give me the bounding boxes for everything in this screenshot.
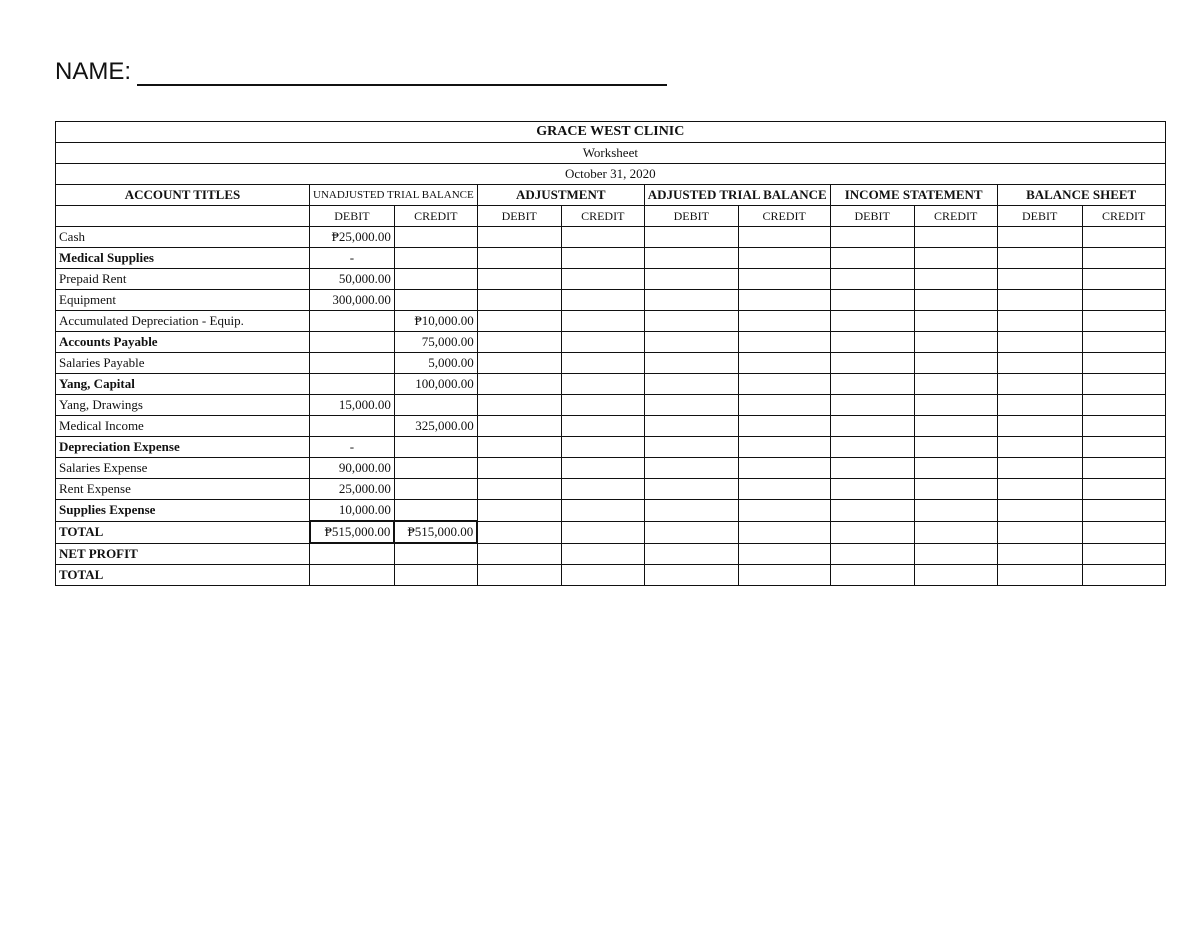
adjustment-credit-cell[interactable] — [561, 395, 644, 416]
company-name: GRACE WEST CLINIC — [56, 122, 1166, 143]
adjusted-debit-cell[interactable] — [644, 311, 738, 332]
balance-credit-cell[interactable] — [1082, 332, 1165, 353]
adjustment-debit-cell[interactable] — [477, 290, 561, 311]
total-row — [56, 521, 1166, 543]
name-label: NAME: — [55, 58, 132, 85]
account-title: TOTAL — [56, 565, 310, 586]
balance-debit-cell[interactable] — [997, 353, 1082, 374]
section-header-row — [56, 185, 1166, 206]
balance-debit-cell[interactable] — [997, 395, 1082, 416]
adjustment-debit-cell[interactable] — [477, 374, 561, 395]
balance-credit-cell[interactable] — [1082, 311, 1165, 332]
table-row — [56, 479, 1166, 500]
adjustment-debit-cell[interactable] — [477, 227, 561, 248]
table-row — [56, 353, 1166, 374]
adjustment-debit-cell[interactable] — [477, 248, 561, 269]
table-row — [56, 290, 1166, 311]
balance-credit-cell[interactable] — [1082, 543, 1165, 565]
balance-credit-cell[interactable] — [1082, 500, 1165, 522]
table-row — [56, 416, 1166, 437]
unadjusted-debit-value: ₱25,000.00 — [310, 227, 395, 248]
income-debit-cell[interactable] — [830, 437, 914, 458]
income-credit-cell[interactable] — [914, 290, 997, 311]
adjustment-heading: ADJUSTMENT — [477, 185, 644, 206]
table-row — [56, 248, 1166, 269]
name-field — [55, 58, 667, 86]
adjusted-trial-balance-heading: ADJUSTED TRIAL BALANCE — [644, 185, 830, 206]
balance-credit-cell[interactable] — [1082, 437, 1165, 458]
income-credit-cell[interactable] — [914, 437, 997, 458]
adjusted-credit-cell[interactable] — [738, 500, 830, 522]
document-date: October 31, 2020 — [56, 164, 1166, 185]
adjusted-credit-cell[interactable] — [738, 458, 830, 479]
balance-debit-cell[interactable] — [997, 500, 1082, 522]
balance-credit-cell[interactable] — [1082, 479, 1165, 500]
adjusted-debit-cell[interactable] — [644, 227, 738, 248]
income-debit-cell[interactable] — [830, 227, 914, 248]
unadjusted-debit-value: ₱515,000.00 — [310, 521, 395, 543]
income-credit-heading: CREDIT — [914, 206, 997, 227]
balance-credit-heading: CREDIT — [1082, 206, 1165, 227]
adjusted-credit-cell[interactable] — [738, 543, 830, 565]
account-title: Supplies Expense — [56, 500, 310, 522]
balance-debit-cell[interactable] — [997, 543, 1082, 565]
adjustment-debit-cell[interactable] — [477, 311, 561, 332]
adjustment-credit-cell[interactable] — [561, 374, 644, 395]
adjustment-credit-cell[interactable] — [561, 543, 644, 565]
adjustment-debit-cell[interactable] — [477, 479, 561, 500]
income-debit-cell[interactable] — [830, 332, 914, 353]
balance-debit-cell[interactable] — [997, 311, 1082, 332]
unadjusted-debit-value — [310, 353, 395, 374]
adjustment-debit-cell[interactable] — [477, 521, 561, 543]
adjusted-credit-cell[interactable] — [738, 227, 830, 248]
adjusted-debit-cell[interactable] — [644, 458, 738, 479]
balance-credit-cell[interactable] — [1082, 374, 1165, 395]
unadjusted-debit-value — [310, 565, 395, 586]
net-profit-row — [56, 543, 1166, 565]
account-title: Equipment — [56, 290, 310, 311]
income-credit-cell[interactable] — [914, 458, 997, 479]
adjustment-credit-cell[interactable] — [561, 437, 644, 458]
account-title: Accounts Payable — [56, 332, 310, 353]
unadjusted-credit-value: ₱515,000.00 — [394, 521, 477, 543]
adjustment-debit-heading: DEBIT — [477, 206, 561, 227]
adjustment-credit-cell[interactable] — [561, 500, 644, 522]
adjusted-credit-cell[interactable] — [738, 353, 830, 374]
table-row — [56, 500, 1166, 522]
balance-credit-cell[interactable] — [1082, 395, 1165, 416]
income-credit-cell[interactable] — [914, 500, 997, 522]
income-credit-cell[interactable] — [914, 416, 997, 437]
unadjusted-debit-value: 25,000.00 — [310, 479, 395, 500]
balance-credit-cell[interactable] — [1082, 269, 1165, 290]
unadjusted-credit-heading: CREDIT — [394, 206, 477, 227]
adjusted-credit-cell[interactable] — [738, 479, 830, 500]
balance-debit-cell[interactable] — [997, 416, 1082, 437]
unadjusted-debit-value: - — [310, 437, 395, 458]
unadjusted-credit-value — [394, 248, 477, 269]
balance-debit-cell[interactable] — [997, 269, 1082, 290]
income-credit-cell[interactable] — [914, 479, 997, 500]
balance-debit-cell[interactable] — [997, 374, 1082, 395]
adjusted-credit-cell[interactable] — [738, 565, 830, 586]
adjustment-credit-cell[interactable] — [561, 290, 644, 311]
adjustment-debit-cell[interactable] — [477, 416, 561, 437]
income-debit-cell[interactable] — [830, 248, 914, 269]
adjustment-credit-cell[interactable] — [561, 227, 644, 248]
adjusted-credit-cell[interactable] — [738, 374, 830, 395]
account-title: NET PROFIT — [56, 543, 310, 565]
adjusted-debit-cell[interactable] — [644, 269, 738, 290]
account-title: Accumulated Depreciation - Equip. — [56, 311, 310, 332]
balance-credit-cell[interactable] — [1082, 458, 1165, 479]
income-credit-cell[interactable] — [914, 332, 997, 353]
income-credit-cell[interactable] — [914, 395, 997, 416]
account-title: Salaries Payable — [56, 353, 310, 374]
adjusted-debit-cell[interactable] — [644, 353, 738, 374]
table-row — [56, 269, 1166, 290]
adjusted-debit-cell[interactable] — [644, 543, 738, 565]
header-date-row — [56, 164, 1166, 185]
unadjusted-debit-value — [310, 543, 395, 565]
adjusted-debit-cell[interactable] — [644, 290, 738, 311]
adjustment-debit-cell[interactable] — [477, 458, 561, 479]
adjusted-debit-cell[interactable] — [644, 374, 738, 395]
unadjusted-debit-value: 10,000.00 — [310, 500, 395, 522]
unadjusted-trial-balance-heading: UNADJUSTED TRIAL BALANCE — [310, 185, 478, 206]
adjusted-debit-cell[interactable] — [644, 332, 738, 353]
table-row — [56, 437, 1166, 458]
unadjusted-debit-value: 300,000.00 — [310, 290, 395, 311]
unadjusted-credit-value — [394, 395, 477, 416]
unadjusted-credit-value — [394, 565, 477, 586]
balance-debit-cell[interactable] — [997, 227, 1082, 248]
header-company-row — [56, 122, 1166, 143]
adjusted-credit-cell[interactable] — [738, 290, 830, 311]
unadjusted-debit-value — [310, 311, 395, 332]
balance-debit-cell[interactable] — [997, 290, 1082, 311]
unadjusted-debit-heading: DEBIT — [310, 206, 395, 227]
balance-debit-cell[interactable] — [997, 248, 1082, 269]
account-titles-heading: ACCOUNT TITLES — [56, 185, 310, 206]
unadjusted-credit-value — [394, 269, 477, 290]
name-blank-line[interactable] — [137, 62, 667, 86]
adjustment-credit-cell[interactable] — [561, 479, 644, 500]
table-row — [56, 458, 1166, 479]
adjustment-debit-cell[interactable] — [477, 543, 561, 565]
adjustment-debit-cell[interactable] — [477, 269, 561, 290]
adjusted-debit-cell[interactable] — [644, 479, 738, 500]
balance-debit-cell[interactable] — [997, 565, 1082, 586]
adjustment-debit-cell[interactable] — [477, 353, 561, 374]
income-credit-cell[interactable] — [914, 248, 997, 269]
income-credit-cell[interactable] — [914, 311, 997, 332]
adjustment-debit-cell[interactable] — [477, 565, 561, 586]
account-title: Medical Income — [56, 416, 310, 437]
balance-debit-heading: DEBIT — [997, 206, 1082, 227]
adjusted-credit-cell[interactable] — [738, 437, 830, 458]
unadjusted-debit-value — [310, 416, 395, 437]
adjusted-credit-cell[interactable] — [738, 521, 830, 543]
unadjusted-credit-value — [394, 458, 477, 479]
income-debit-cell[interactable] — [830, 374, 914, 395]
account-title: Rent Expense — [56, 479, 310, 500]
adjusted-credit-heading: CREDIT — [738, 206, 830, 227]
adjusted-debit-cell[interactable] — [644, 565, 738, 586]
unadjusted-debit-value — [310, 374, 395, 395]
income-credit-cell[interactable] — [914, 521, 997, 543]
table-row — [56, 332, 1166, 353]
unadjusted-debit-value: 90,000.00 — [310, 458, 395, 479]
adjusted-debit-cell[interactable] — [644, 500, 738, 522]
balance-debit-cell[interactable] — [997, 458, 1082, 479]
income-debit-cell[interactable] — [830, 565, 914, 586]
balance-debit-cell[interactable] — [997, 437, 1082, 458]
document-title: Worksheet — [56, 143, 1166, 164]
adjustment-credit-cell[interactable] — [561, 269, 644, 290]
header-title-row — [56, 143, 1166, 164]
adjustment-credit-cell[interactable] — [561, 565, 644, 586]
account-titles-blank — [56, 206, 310, 227]
unadjusted-credit-value — [394, 500, 477, 522]
income-debit-cell[interactable] — [830, 311, 914, 332]
balance-credit-cell[interactable] — [1082, 290, 1165, 311]
income-debit-cell[interactable] — [830, 543, 914, 565]
income-credit-cell[interactable] — [914, 269, 997, 290]
income-credit-cell[interactable] — [914, 565, 997, 586]
adjusted-credit-cell[interactable] — [738, 416, 830, 437]
adjustment-debit-cell[interactable] — [477, 395, 561, 416]
income-debit-cell[interactable] — [830, 353, 914, 374]
table-row — [56, 395, 1166, 416]
final-total-row — [56, 565, 1166, 586]
adjustment-credit-cell[interactable] — [561, 332, 644, 353]
adjustment-credit-cell[interactable] — [561, 458, 644, 479]
income-debit-cell[interactable] — [830, 395, 914, 416]
adjustment-debit-cell[interactable] — [477, 500, 561, 522]
adjusted-debit-heading: DEBIT — [644, 206, 738, 227]
table-row — [56, 374, 1166, 395]
unadjusted-debit-value: 50,000.00 — [310, 269, 395, 290]
unadjusted-credit-value — [394, 290, 477, 311]
account-title: Cash — [56, 227, 310, 248]
table-row — [56, 311, 1166, 332]
balance-debit-cell[interactable] — [997, 479, 1082, 500]
balance-credit-cell[interactable] — [1082, 416, 1165, 437]
unadjusted-credit-value — [394, 479, 477, 500]
income-credit-cell[interactable] — [914, 227, 997, 248]
income-debit-heading: DEBIT — [830, 206, 914, 227]
income-debit-cell[interactable] — [830, 269, 914, 290]
income-debit-cell[interactable] — [830, 479, 914, 500]
income-debit-cell[interactable] — [830, 290, 914, 311]
adjustment-credit-cell[interactable] — [561, 521, 644, 543]
account-title: Yang, Drawings — [56, 395, 310, 416]
adjusted-credit-cell[interactable] — [738, 269, 830, 290]
account-title: Yang, Capital — [56, 374, 310, 395]
adjusted-credit-cell[interactable] — [738, 395, 830, 416]
unadjusted-credit-value: 5,000.00 — [394, 353, 477, 374]
income-debit-cell[interactable] — [830, 458, 914, 479]
unadjusted-credit-value: 325,000.00 — [394, 416, 477, 437]
account-title: Medical Supplies — [56, 248, 310, 269]
adjustment-credit-cell[interactable] — [561, 311, 644, 332]
adjusted-debit-cell[interactable] — [644, 437, 738, 458]
account-title: TOTAL — [56, 521, 310, 543]
adjusted-debit-cell[interactable] — [644, 248, 738, 269]
worksheet-table — [55, 121, 1166, 586]
unadjusted-credit-value: ₱10,000.00 — [394, 311, 477, 332]
balance-debit-cell[interactable] — [997, 521, 1082, 543]
adjustment-credit-cell[interactable] — [561, 248, 644, 269]
adjusted-credit-cell[interactable] — [738, 311, 830, 332]
unadjusted-debit-value — [310, 332, 395, 353]
adjusted-debit-cell[interactable] — [644, 521, 738, 543]
table-row — [56, 227, 1166, 248]
income-debit-cell[interactable] — [830, 416, 914, 437]
debit-credit-header-row — [56, 206, 1166, 227]
adjusted-debit-cell[interactable] — [644, 416, 738, 437]
adjusted-debit-cell[interactable] — [644, 395, 738, 416]
unadjusted-credit-value — [394, 437, 477, 458]
unadjusted-credit-value: 75,000.00 — [394, 332, 477, 353]
adjustment-debit-cell[interactable] — [477, 437, 561, 458]
unadjusted-credit-value — [394, 543, 477, 565]
income-credit-cell[interactable] — [914, 353, 997, 374]
account-title: Prepaid Rent — [56, 269, 310, 290]
income-credit-cell[interactable] — [914, 374, 997, 395]
income-credit-cell[interactable] — [914, 543, 997, 565]
income-debit-cell[interactable] — [830, 500, 914, 522]
balance-credit-cell[interactable] — [1082, 565, 1165, 586]
unadjusted-credit-value — [394, 227, 477, 248]
balance-credit-cell[interactable] — [1082, 521, 1165, 543]
adjustment-credit-cell[interactable] — [561, 353, 644, 374]
unadjusted-credit-value: 100,000.00 — [394, 374, 477, 395]
balance-credit-cell[interactable] — [1082, 353, 1165, 374]
balance-sheet-heading: BALANCE SHEET — [997, 185, 1165, 206]
balance-debit-cell[interactable] — [997, 332, 1082, 353]
adjustment-debit-cell[interactable] — [477, 332, 561, 353]
unadjusted-debit-value: 15,000.00 — [310, 395, 395, 416]
balance-credit-cell[interactable] — [1082, 248, 1165, 269]
adjusted-credit-cell[interactable] — [738, 248, 830, 269]
income-debit-cell[interactable] — [830, 521, 914, 543]
income-statement-heading: INCOME STATEMENT — [830, 185, 997, 206]
account-title: Salaries Expense — [56, 458, 310, 479]
balance-credit-cell[interactable] — [1082, 227, 1165, 248]
account-title: Depreciation Expense — [56, 437, 310, 458]
adjustment-credit-cell[interactable] — [561, 416, 644, 437]
adjusted-credit-cell[interactable] — [738, 332, 830, 353]
adjustment-credit-heading: CREDIT — [561, 206, 644, 227]
unadjusted-debit-value: - — [310, 248, 395, 269]
